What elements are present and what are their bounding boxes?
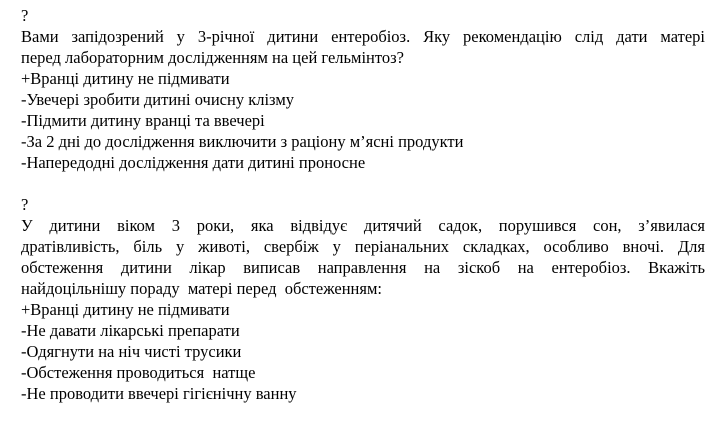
answer-option: -Обстеження проводиться натще bbox=[21, 363, 256, 382]
question-stem-line: У дитини віком 3 роки, яка відвідує дитячий садок, порушився сон, з’явилася bbox=[21, 216, 705, 235]
question-stem-line: обстеження дитини лікар виписав направлення на зіскоб на ентеробіоз. Вкажіть bbox=[21, 258, 705, 277]
question-stem-line: дратівливість, біль у животі, свербіж у періанальних складках, особливо вночі. Для bbox=[21, 237, 705, 256]
question-stem-line: перед лабораторним дослідженням на цей гельмінтоз? bbox=[21, 48, 404, 67]
question-stem-line: Вами запідозрений у 3-річної дитини ентеробіоз. Яку рекомендацію слід дати матері bbox=[21, 27, 705, 46]
answer-option-correct: +Вранці дитину не підмивати bbox=[21, 69, 230, 88]
answer-option: -За 2 дні до дослідження виключити з раціону м’ясні продукти bbox=[21, 132, 464, 151]
question-marker: ? bbox=[21, 6, 29, 25]
answer-option: -Не давати лікарські препарати bbox=[21, 321, 240, 340]
blank-line bbox=[21, 173, 705, 194]
answer-option: -Одягнути на ніч чисті трусики bbox=[21, 342, 242, 361]
question-block-1 bbox=[21, 5, 705, 173]
answer-option: -Увечері зробити дитині очисну клізму bbox=[21, 90, 295, 109]
answer-option: -Підмити дитину вранці та ввечері bbox=[21, 111, 265, 130]
question-block-2 bbox=[21, 194, 705, 404]
question-stem-line: найдоцільнішу пораду матері перед обстеженням: bbox=[21, 279, 383, 298]
question-marker: ? bbox=[21, 195, 29, 214]
document-body bbox=[21, 5, 705, 404]
answer-option: -Напередодні дослідження дати дитині проносне bbox=[21, 153, 366, 172]
answer-option: -Не проводити ввечері гігієнічну ванну bbox=[21, 384, 297, 403]
answer-option-correct: +Вранці дитину не підмивати bbox=[21, 300, 230, 319]
